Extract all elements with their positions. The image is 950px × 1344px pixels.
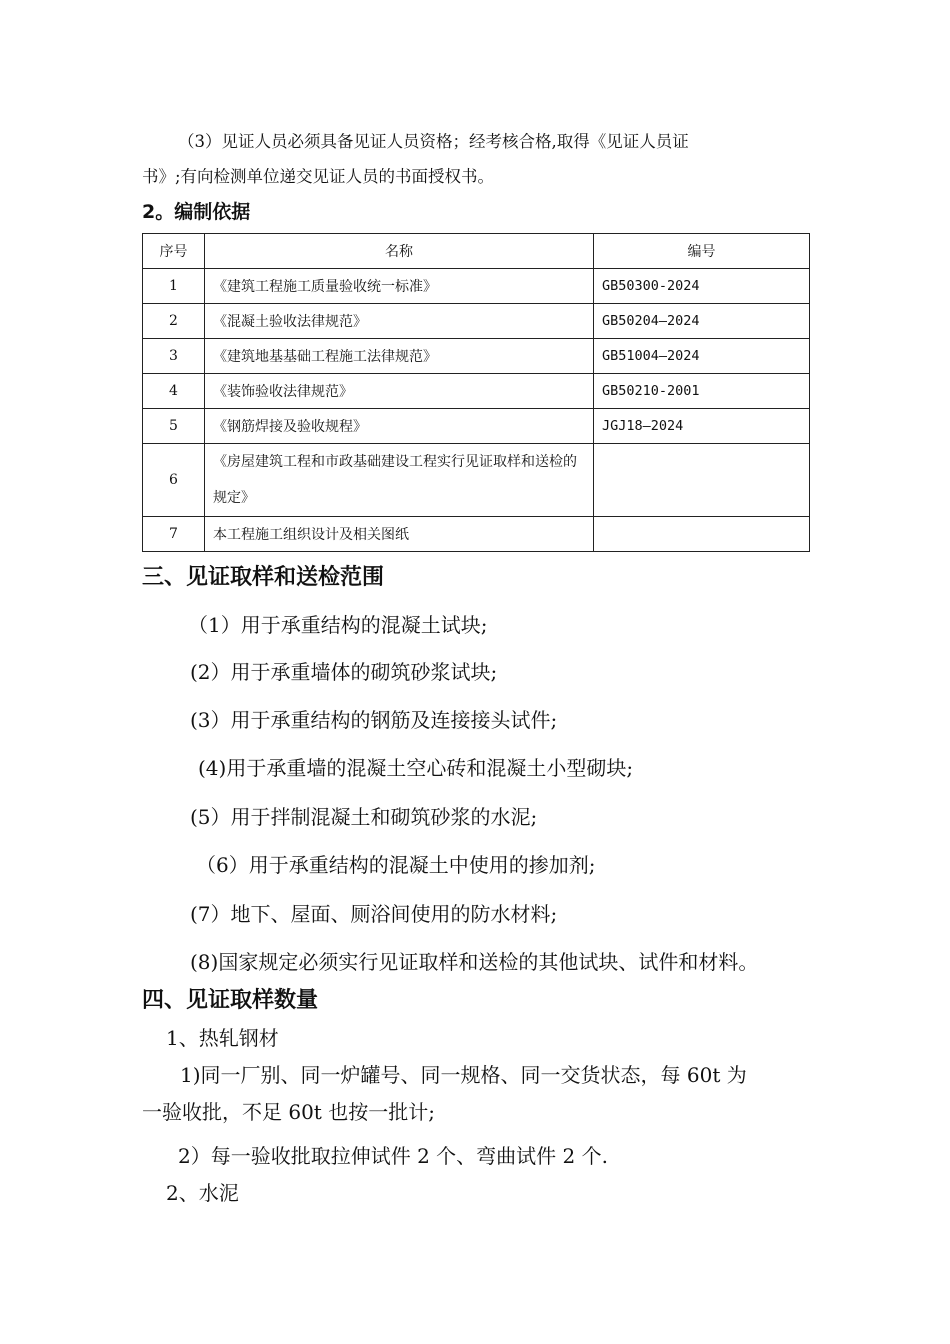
row-code: GB50300-2024 <box>594 269 810 304</box>
table-row <box>143 339 810 374</box>
scope-item-3: (3）用于承重结构的钢筋及连接接头试件; <box>190 708 558 732</box>
steel-item-1-line-2: 一验收批，不足 60t 也按一批计; <box>142 1100 435 1124</box>
row-name: 《建筑地基基础工程施工法律规范》 <box>205 339 594 374</box>
row-code: GB50210-2001 <box>594 374 810 409</box>
intro-line-1: （3）见证人员必须具备见证人员资格；经考核合格,取得《见证人员证 <box>178 132 689 151</box>
row-code <box>594 517 810 552</box>
scope-item-5: (5）用于拌制混凝土和砌筑砂浆的水泥; <box>190 805 538 829</box>
header-name: 名称 <box>205 234 594 269</box>
table-row <box>143 374 810 409</box>
row-code <box>594 444 810 517</box>
row-no: 1 <box>143 269 205 304</box>
row-no: 5 <box>143 409 205 444</box>
table-row <box>143 269 810 304</box>
section-2-heading: 2。编制依据 <box>142 201 251 223</box>
scope-item-4: (4)用于承重墙的混凝土空心砖和混凝土小型砌块; <box>198 756 634 780</box>
row-name: 《房屋建筑工程和市政基础建设工程实行见证取样和送检的规定》 <box>205 444 594 517</box>
row-name: 《混凝土验收法律规范》 <box>205 304 594 339</box>
section-3-heading: 三、见证取样和送检范围 <box>142 565 385 590</box>
intro-line-2: 书》;有向检测单位递交见证人员的书面授权书。 <box>142 167 495 186</box>
row-no: 4 <box>143 374 205 409</box>
table-row <box>143 444 810 517</box>
row-no: 6 <box>143 444 205 517</box>
scope-item-2: (2）用于承重墙体的砌筑砂浆试块; <box>190 660 498 684</box>
row-no: 7 <box>143 517 205 552</box>
row-name: 《建筑工程施工质量验收统一标准》 <box>205 269 594 304</box>
table-row <box>143 304 810 339</box>
table-header-row <box>143 234 810 269</box>
header-no: 序号 <box>143 234 205 269</box>
row-code: GB51004—2024 <box>594 339 810 374</box>
steel-item-2: 2）每一验收批取拉伸试件 2 个、弯曲试件 2 个. <box>178 1144 608 1168</box>
header-code: 编号 <box>594 234 810 269</box>
row-code: GB50204—2024 <box>594 304 810 339</box>
steel-item-1-line-1: 1)同一厂别、同一炉罐号、同一规格、同一交货状态，每 60t 为 <box>180 1063 747 1087</box>
scope-item-6: （6）用于承重结构的混凝土中使用的掺加剂; <box>196 853 596 877</box>
sub-heading-cement: 2、水泥 <box>166 1181 239 1205</box>
sub-heading-steel: 1、热轧钢材 <box>166 1026 279 1050</box>
row-name: 《钢筋焊接及验收规程》 <box>205 409 594 444</box>
row-no: 2 <box>143 304 205 339</box>
scope-item-7: (7）地下、屋面、厕浴间使用的防水材料; <box>190 902 558 926</box>
table-row <box>143 409 810 444</box>
row-name: 本工程施工组织设计及相关图纸 <box>205 517 594 552</box>
row-name: 《装饰验收法律规范》 <box>205 374 594 409</box>
scope-item-8: (8)国家规定必须实行见证取样和送检的其他试块、试件和材料。 <box>190 950 759 974</box>
scope-item-1: （1）用于承重结构的混凝土试块; <box>188 613 488 637</box>
row-code: JGJ18—2024 <box>594 409 810 444</box>
table-row <box>143 517 810 552</box>
basis-table <box>142 233 810 552</box>
row-no: 3 <box>143 339 205 374</box>
section-4-heading: 四、见证取样数量 <box>142 988 319 1013</box>
